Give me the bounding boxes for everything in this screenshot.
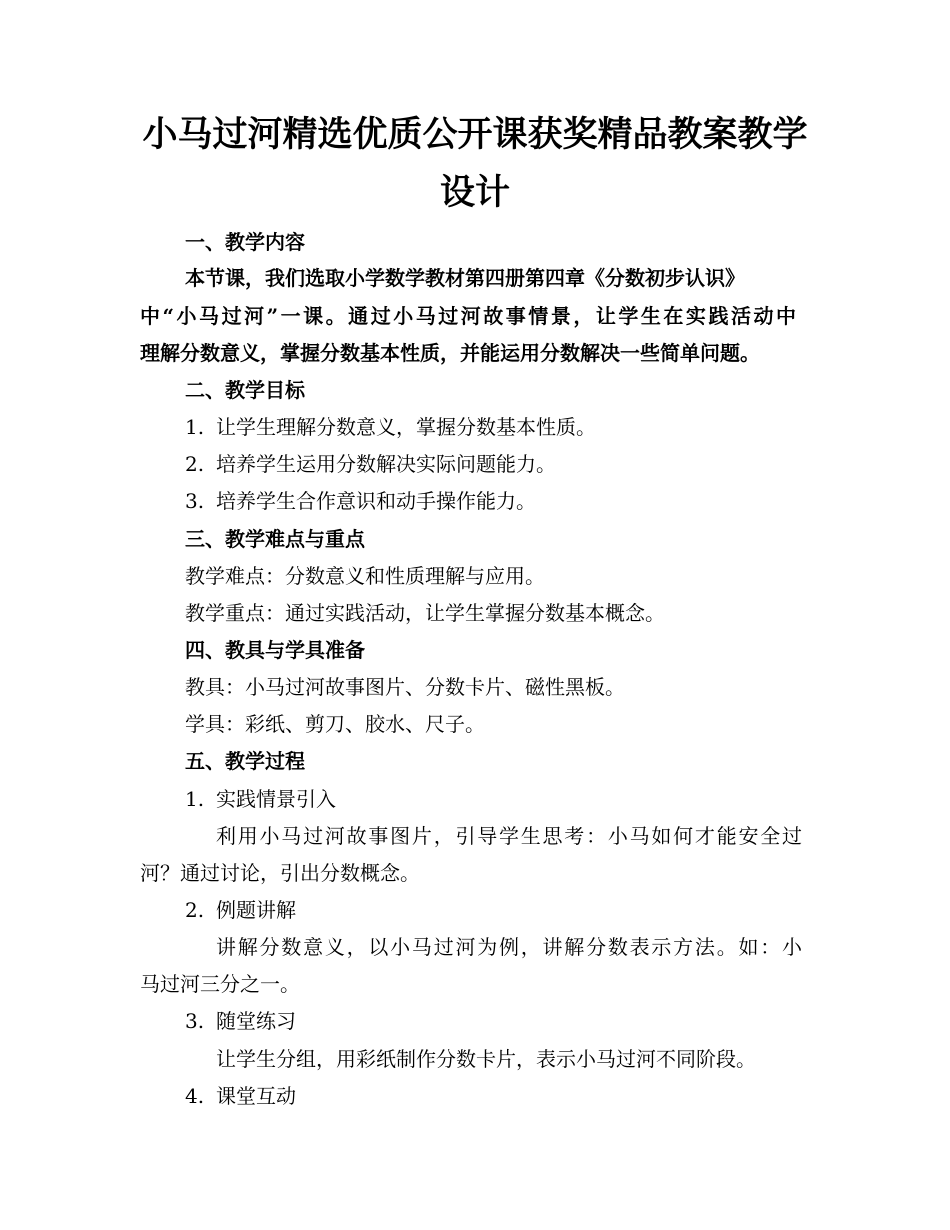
text-line: 学具：彩纸、剪刀、胶水、尺子。 [185, 712, 485, 736]
list-item-number: 3. [185, 489, 205, 513]
list-item [185, 490, 536, 512]
list-item [185, 453, 556, 475]
section-heading-5: 五、教学过程 [185, 749, 305, 773]
step-number: 3. [185, 1009, 205, 1033]
paragraph-line: 本节课，我们选取小学数学教材第四册第四章《分数初步认识》 [185, 266, 745, 290]
step-number: 1. [185, 787, 205, 811]
list-item-number: 2. [185, 452, 205, 476]
step-title-text: 随堂练习 [216, 1009, 296, 1033]
step-number: 4. [185, 1084, 205, 1108]
step-title-text: 课堂互动 [216, 1084, 296, 1108]
step-paragraph-line: 马过河三分之一。 [140, 972, 300, 996]
text-line: 教学重点：通过实践活动，让学生掌握分数基本概念。 [185, 601, 665, 625]
step-title [185, 1010, 296, 1032]
paragraph-line: 中“小马过河”一课。通过小马过河故事情景，让学生在实践活动中 [140, 304, 796, 328]
section-heading-2: 二、教学目标 [185, 378, 305, 402]
step-paragraph-line: 利用小马过河故事图片，引导学生思考：小马如何才能安全过 [216, 824, 802, 848]
list-item-number: 1. [185, 415, 205, 439]
document-title-line-2: 设计 [439, 172, 510, 213]
step-title-text: 实践情景引入 [216, 787, 336, 811]
list-item-text: 培养学生运用分数解决实际问题能力。 [216, 452, 556, 476]
step-paragraph-line: 让学生分组，用彩纸制作分数卡片，表示小马过河不同阶段。 [216, 1047, 756, 1071]
step-number: 2. [185, 898, 205, 922]
document-title-line-1: 小马过河精选优质公开课获奖精品教案教学 [142, 114, 808, 155]
text-line: 教具：小马过河故事图片、分数卡片、磁性黑板。 [185, 675, 625, 699]
section-heading-4: 四、教具与学具准备 [185, 638, 365, 662]
list-item-text: 培养学生合作意识和动手操作能力。 [216, 489, 536, 513]
paragraph-line: 理解分数意义，掌握分数基本性质，并能运用分数解决一些简单问题。 [140, 341, 760, 365]
list-item-text: 让学生理解分数意义，掌握分数基本性质。 [216, 415, 596, 439]
step-paragraph-line: 河？通过讨论，引出分数概念。 [140, 861, 420, 885]
text-line: 教学难点：分数意义和性质理解与应用。 [185, 564, 545, 588]
step-title [185, 1085, 296, 1107]
section-heading-3: 三、教学难点与重点 [185, 527, 365, 551]
step-paragraph-line: 讲解分数意义，以小马过河为例，讲解分数表示方法。如：小 [216, 935, 802, 959]
list-item [185, 416, 596, 438]
step-title [185, 899, 296, 921]
step-title-text: 例题讲解 [216, 898, 296, 922]
step-title [185, 788, 336, 810]
section-heading-1: 一、教学内容 [185, 230, 305, 254]
